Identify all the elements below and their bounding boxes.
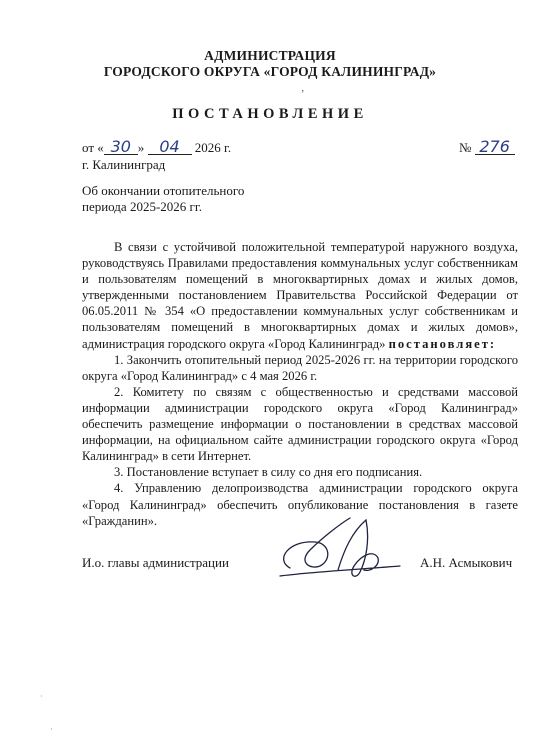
handwritten-signature — [270, 510, 410, 590]
signatory-name: А.Н. Асмыкович — [420, 555, 513, 570]
document-type: ПОСТАНОВЛЕНИЕ — [172, 106, 368, 122]
item-3: 3. Постановление вступает в силу со дня его подписания. — [114, 465, 423, 480]
org-subtitle: ГОРОДСКОГО ОКРУГА «ГОРОД КАЛИНИНГРАД» — [103, 64, 437, 79]
date-year: 2026 г. — [194, 140, 232, 155]
handwritten-month: 04 — [148, 139, 192, 155]
subject-line-1: Об окончании отопительного — [82, 183, 245, 198]
handwritten-number: 276 — [475, 139, 515, 155]
city-line: г. Калининград — [82, 157, 166, 172]
preamble-paragraph: В связи с устойчивой положительной температурой наружного воздуха, руководствуясь Правилами предоставления коммунальных услуг собственникам и пользователям помещений в многоквартирных домах и жилых домов, утвержденными постановлением Правительства Российской Федерации от 06.05.2011 № 354 «О предоставлении коммунальных услуг собственникам и пользователям помещений в многоквартирных домах и жилых домов», администрация городского округа «Город Калининград» постановляет: — [82, 240, 518, 351]
subject-block — [82, 183, 244, 215]
item-2: 2. Комитету по связям с общественностью и средствами массовой информации администрации городского округа «Город Калининград» обеспечить размещение информации о постановлении в средствах массовой информации, на официальном сайте администрации городского округа «Город Калининград» в сети Интернет. — [82, 384, 518, 464]
signatory-role: И.о. главы администрации — [82, 555, 229, 570]
ink-mark: ’ — [301, 89, 305, 100]
handwritten-day: 30 — [104, 139, 138, 155]
subject-line-2: периода 2025-2026 гг. — [82, 199, 202, 214]
item-1: 1. Закончить отопительный период 2025-2026 гг. на территории городского округа «Город Калининград» с 4 мая 2026 г. — [82, 352, 518, 383]
document-number: № 276 — [459, 139, 515, 156]
item-4: 4. Управлению делопроизводства администрации городского округа «Город Калининград» обеспечить опубликование постановления в газете «Гражданин». — [82, 481, 518, 528]
date-line: от « 30 » 04 2026 г. — [82, 137, 232, 156]
scan-speck: · — [50, 725, 53, 734]
body-text — [82, 239, 518, 529]
org-title: АДМИНИСТРАЦИЯ — [204, 48, 336, 63]
resolves-keyword: постановляет: — [388, 336, 497, 351]
scan-speck: · — [40, 692, 43, 701]
